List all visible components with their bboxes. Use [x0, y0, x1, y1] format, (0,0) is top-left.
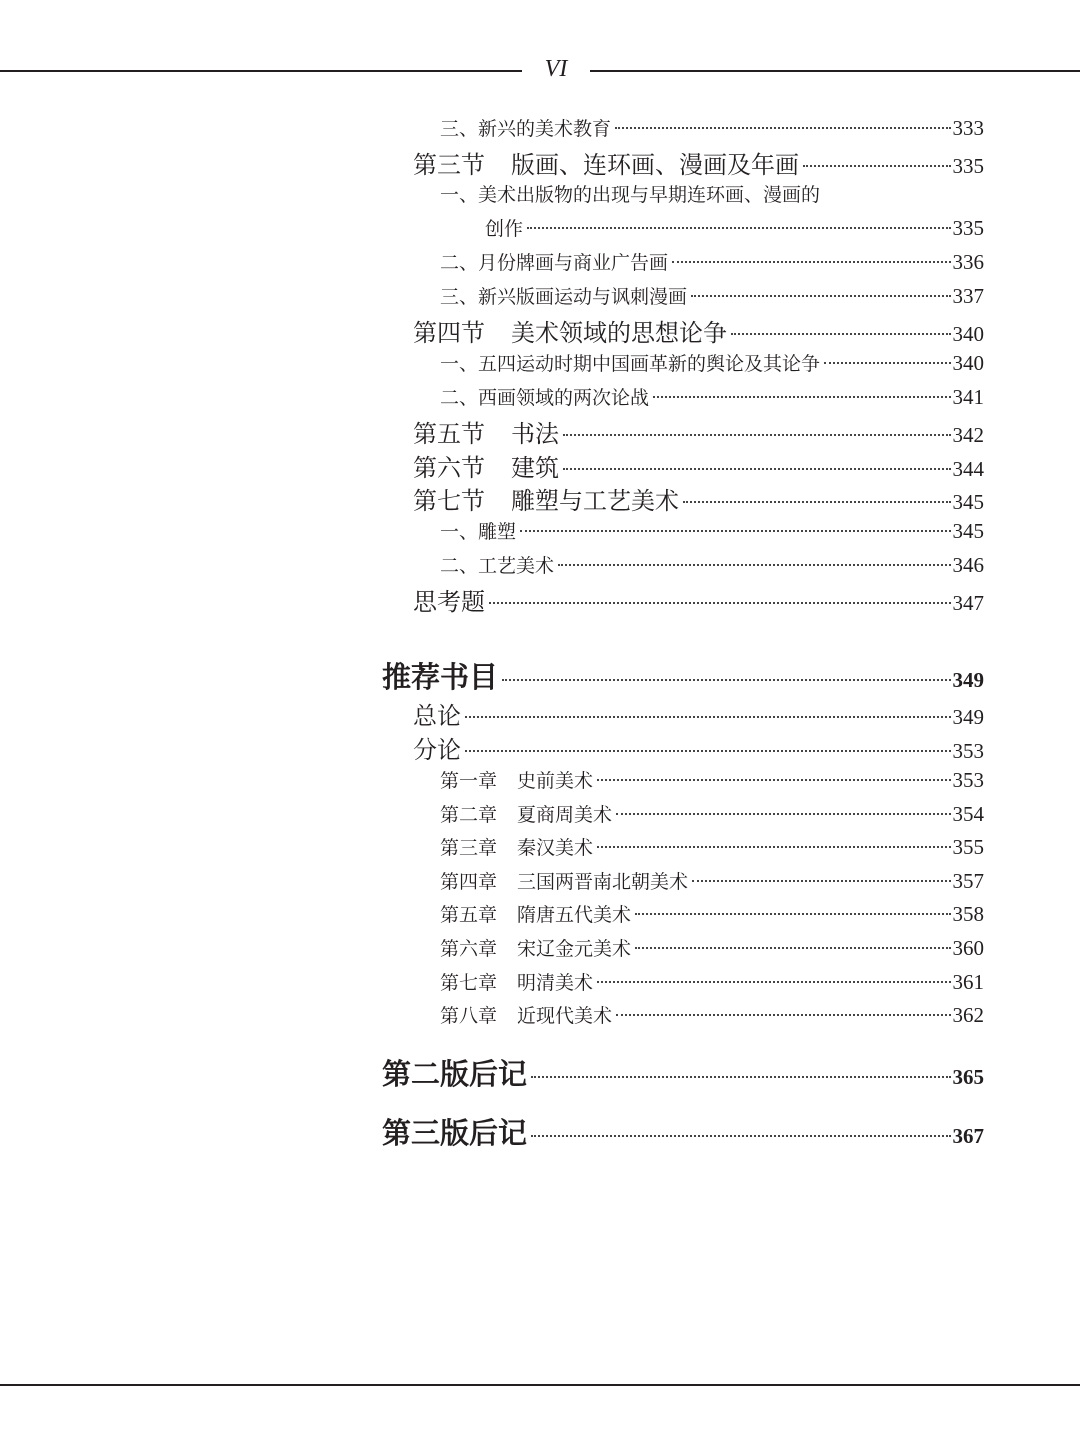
chapter-title: 史前美术 — [517, 770, 594, 792]
dot-leader — [824, 362, 950, 364]
toc-entry[interactable] — [440, 551, 984, 578]
toc-entry[interactable] — [440, 248, 984, 275]
toc-entry-label: 总论 — [413, 702, 461, 730]
dot-leader — [803, 165, 951, 167]
chapter-title: 宋辽金元美术 — [517, 938, 632, 960]
toc-entry-label: 第二版后记 — [382, 1057, 528, 1091]
chapter-title: 秦汉美术 — [517, 837, 594, 859]
toc-entry-section[interactable] — [413, 730, 984, 765]
chapter-number: 第四章 — [440, 871, 498, 893]
toc-page-number: 333 — [952, 116, 984, 140]
dot-leader — [520, 530, 950, 532]
toc-entry-label — [440, 833, 593, 860]
toc-entry-label: 分论 — [413, 736, 461, 764]
dot-leader — [597, 981, 950, 983]
toc-page-number: 362 — [952, 1003, 984, 1027]
dot-leader — [615, 127, 950, 129]
toc-entry-label: 一、五四运动时期中国画革新的舆论及其论争 — [440, 353, 821, 375]
toc-page-number: 361 — [952, 970, 984, 994]
dot-leader — [489, 602, 951, 604]
toc-entry-label — [413, 448, 559, 483]
section-title: 雕塑与工艺美术 — [511, 487, 679, 515]
toc-page-number: 355 — [952, 835, 984, 859]
toc-page-number: 353 — [952, 739, 984, 763]
toc-entry-label: 推荐书目 — [382, 660, 499, 694]
dot-leader — [691, 295, 950, 297]
toc-entry[interactable] — [440, 1001, 984, 1028]
toc-entry[interactable] — [440, 114, 984, 141]
toc-entry-label-first-line: 一、美术出版物的出现与早期连环画、漫画的 — [440, 184, 821, 206]
toc-entry-label — [440, 766, 593, 793]
toc-entry-label — [440, 934, 631, 961]
toc-page-number: 340 — [952, 322, 984, 346]
toc-entry-section[interactable] — [413, 696, 984, 731]
toc-entry-label: 二、工艺美术 — [440, 555, 555, 577]
chapter-title: 三国两晋南北朝美术 — [517, 871, 689, 893]
toc-entry-label — [440, 1001, 612, 1028]
toc-entry-label: 第三版后记 — [382, 1116, 528, 1150]
section-title: 版画、连环画、漫画及年画 — [511, 151, 799, 179]
toc-entry[interactable] — [440, 383, 984, 410]
toc-page-number: 345 — [952, 519, 984, 543]
dot-leader — [597, 846, 950, 848]
toc-page-number: 347 — [952, 591, 984, 615]
dot-leader — [563, 434, 951, 436]
chapter-title: 近现代美术 — [517, 1005, 613, 1027]
toc-page-number: 335 — [952, 154, 984, 178]
section-number: 第七节 — [413, 487, 485, 515]
toc-entry[interactable] — [440, 934, 984, 961]
toc-entry-section[interactable] — [413, 145, 984, 180]
toc-entry-label: 三、新兴的美术教育 — [440, 118, 612, 140]
chapter-number: 第八章 — [440, 1005, 498, 1027]
dot-leader — [672, 261, 950, 263]
chapter-title: 夏商周美术 — [517, 804, 613, 826]
toc-page-number: 367 — [952, 1124, 984, 1148]
toc-entry-section[interactable] — [413, 448, 984, 483]
toc-entry-chapter[interactable] — [382, 655, 984, 696]
toc-entry-label: 创作 — [485, 218, 524, 240]
toc-page-number: 349 — [952, 668, 984, 692]
toc-page-number: 337 — [952, 284, 984, 308]
toc-page-number: 342 — [952, 423, 984, 447]
chapter-number: 第六章 — [440, 938, 498, 960]
dot-leader — [502, 679, 950, 681]
toc-entry-label — [413, 414, 559, 449]
toc-page-number: 335 — [952, 216, 984, 240]
section-title: 美术领域的思想论争 — [511, 319, 727, 347]
toc-entry-chapter[interactable] — [382, 1111, 984, 1152]
dot-leader — [465, 716, 951, 718]
toc-entry-label: 二、月份牌画与商业广告画 — [440, 252, 669, 274]
toc-entry[interactable] — [485, 214, 984, 241]
toc-entry-label — [413, 481, 679, 516]
toc-entry-chapter[interactable] — [382, 1052, 984, 1093]
section-title: 书法 — [511, 420, 559, 448]
dot-leader — [563, 468, 951, 470]
chapter-number: 第二章 — [440, 804, 498, 826]
dot-leader — [635, 947, 950, 949]
toc-page-number: 340 — [952, 351, 984, 375]
toc-page-number: 357 — [952, 869, 984, 893]
toc-entry-label — [440, 867, 688, 894]
toc-page-number: 336 — [952, 250, 984, 274]
dot-leader — [653, 396, 950, 398]
dot-leader — [558, 564, 950, 566]
toc-entry[interactable] — [440, 282, 984, 309]
dot-leader — [531, 1076, 950, 1078]
toc-page-number: 358 — [952, 902, 984, 926]
toc-entry-label — [413, 145, 799, 180]
toc-entry-label — [440, 800, 612, 827]
chapter-number: 第三章 — [440, 837, 498, 859]
toc-entry-label — [413, 313, 727, 348]
toc-entry-label: 三、新兴版画运动与讽刺漫画 — [440, 286, 688, 308]
toc-entry[interactable] — [440, 833, 984, 860]
toc-page-number: 365 — [952, 1065, 984, 1089]
toc-entry[interactable] — [440, 517, 984, 544]
toc-entry[interactable] — [440, 900, 984, 927]
toc-entry-section[interactable] — [413, 582, 984, 617]
section-number: 第五节 — [413, 420, 485, 448]
toc-entry[interactable] — [440, 349, 984, 376]
toc-entry[interactable] — [440, 867, 984, 894]
dot-leader — [465, 750, 951, 752]
dot-leader — [616, 1014, 950, 1016]
section-number: 第三节 — [413, 151, 485, 179]
toc-entry-label: 思考题 — [413, 588, 485, 616]
chapter-number: 第五章 — [440, 904, 498, 926]
dot-leader — [616, 813, 950, 815]
toc-page-number: 349 — [952, 705, 984, 729]
chapter-title: 隋唐五代美术 — [517, 904, 632, 926]
toc-entry-section[interactable] — [413, 313, 984, 348]
toc-entry-label: 一、雕塑 — [440, 521, 517, 543]
dot-leader — [531, 1135, 950, 1137]
toc-page-number: 360 — [952, 936, 984, 960]
toc-entry[interactable] — [440, 766, 984, 793]
chapter-number: 第七章 — [440, 972, 498, 994]
section-number: 第四节 — [413, 319, 485, 347]
toc-page-number: 346 — [952, 553, 984, 577]
toc-page-number: 341 — [952, 385, 984, 409]
toc-page-number: 353 — [952, 768, 984, 792]
toc-entry-section[interactable] — [413, 414, 984, 449]
dot-leader — [692, 880, 950, 882]
dot-leader — [527, 227, 950, 229]
section-title: 建筑 — [511, 454, 559, 482]
page-number: VI — [544, 56, 568, 82]
toc-entry-section[interactable] — [413, 481, 984, 516]
dot-leader — [683, 501, 951, 503]
dot-leader — [635, 913, 950, 915]
toc-page-number: 344 — [952, 457, 984, 481]
dot-leader — [597, 779, 950, 781]
toc-entry-label: 二、西画领域的两次论战 — [440, 387, 650, 409]
toc-entry-label — [440, 900, 631, 927]
chapter-number: 第一章 — [440, 770, 498, 792]
toc-entry-label — [440, 968, 593, 995]
toc-entry[interactable] — [440, 968, 984, 995]
chapter-title: 明清美术 — [517, 972, 594, 994]
toc-entry[interactable] — [440, 800, 984, 827]
footer-rule — [0, 1384, 1080, 1386]
dot-leader — [731, 333, 951, 335]
section-number: 第六节 — [413, 454, 485, 482]
toc-page-number: 354 — [952, 802, 984, 826]
toc-page-number: 345 — [952, 490, 984, 514]
